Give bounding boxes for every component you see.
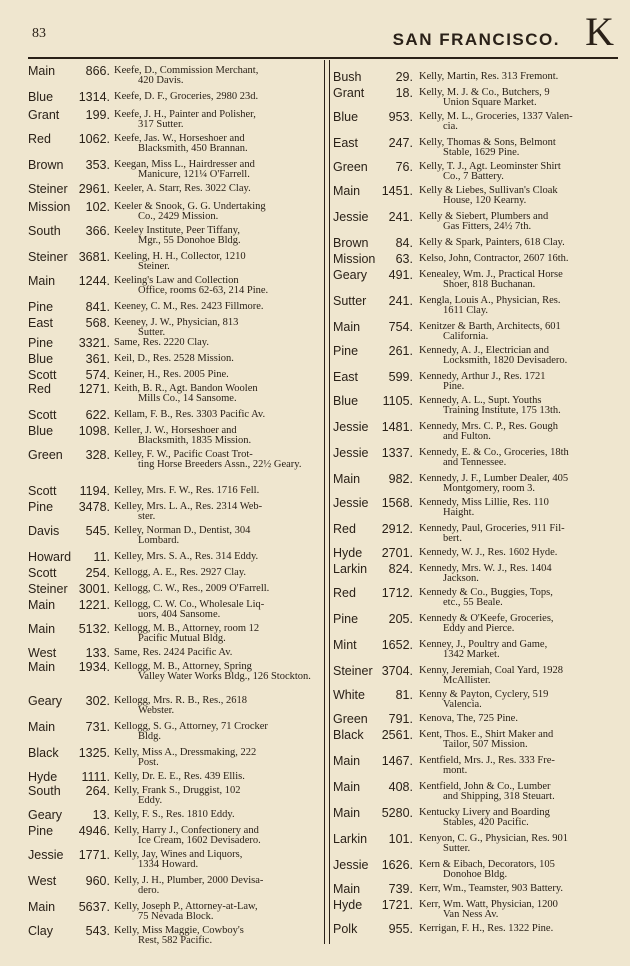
phone-number: 5280. <box>381 806 413 820</box>
listing-text: Kelly & Siebert, Plumbers and <box>419 211 549 222</box>
exchange-name: Main <box>333 472 361 486</box>
phone-number: 5132. <box>78 622 110 636</box>
phone-number: 574. <box>85 368 110 382</box>
listing-continuation: Rest, 582 Pacific. <box>138 935 213 946</box>
listing-text: Kennedy, Mrs. W. J., Res. 1404 <box>419 563 552 574</box>
exchange-name: Main <box>28 598 56 612</box>
listing-text: Kelley, Mrs. S. A., Res. 314 Eddy. <box>114 551 259 562</box>
listing-text: Keegan, Miss L., Hairdresser and <box>114 159 255 170</box>
exchange-name: Mission <box>333 252 376 266</box>
phone-number: 568. <box>85 316 110 330</box>
listing-text: Kelly, Miss A., Dressmaking, 222 <box>114 747 257 758</box>
exchange-name: Green <box>333 712 368 726</box>
listing-continuation: Pine. <box>443 381 465 392</box>
phone-number: 1314. <box>78 90 110 104</box>
listing-text: Keeling, H. H., Collector, 1210 <box>114 251 246 262</box>
listing-text: Kenny & Payton, Cyclery, 519 <box>419 689 549 700</box>
exchange-name: Pine <box>28 500 54 514</box>
exchange-name: Hyde <box>28 770 58 784</box>
exchange-name: Brown <box>333 236 369 250</box>
phone-number: 5637. <box>78 900 110 914</box>
header-rule <box>28 57 618 59</box>
listing-continuation: Training Institute, 175 13th. <box>443 405 561 416</box>
exchange-name: Polk <box>333 922 358 936</box>
listing-continuation: 1334 Howard. <box>138 859 199 870</box>
exchange-name: Geary <box>28 808 63 822</box>
listing-text: Kelly, M. L., Groceries, 1337 Valen- <box>419 111 573 122</box>
listing-continuation: Co., 2429 Mission. <box>138 211 219 222</box>
listing-continuation: Sutter. <box>138 327 166 338</box>
phone-number: 101. <box>388 832 413 846</box>
listing-text: Kennedy, Arthur J., Res. 1721 <box>419 371 546 382</box>
exchange-name: Larkin <box>333 562 368 576</box>
listing-text: Kelly, M. J. & Co., Butchers, 9 <box>419 87 550 98</box>
listing-text: Kennedy, Paul, Groceries, 911 Fil- <box>419 523 565 534</box>
listing-continuation: Office, rooms 62-63, 214 Pine. <box>138 285 269 296</box>
listing-continuation: Sutter. <box>443 843 471 854</box>
phone-number: 1105. <box>382 394 413 408</box>
phone-number: 241. <box>388 210 413 224</box>
phone-number: 1568. <box>381 496 413 510</box>
exchange-name: Main <box>28 900 56 914</box>
listing-continuation: ster. <box>138 511 156 522</box>
exchange-name: Main <box>333 754 361 768</box>
phone-number: 3478. <box>78 500 110 514</box>
phone-number: 3681. <box>78 250 110 264</box>
phone-number: 599. <box>388 370 413 384</box>
listing-text: Keeler, A. Starr, Res. 3022 Clay. <box>114 183 251 194</box>
exchange-name: Blue <box>333 110 359 124</box>
listing-text: Keeley Institute, Peer Tiffany, <box>114 225 240 236</box>
listing-text: Kelley, Norman D., Dentist, 304 <box>114 525 251 536</box>
phone-number: 841. <box>85 300 110 314</box>
phone-number: 366. <box>85 224 110 238</box>
exchange-name: Red <box>28 382 51 396</box>
listing-text: Kelly, Jay, Wines and Liquors, <box>114 849 243 860</box>
listing-continuation: 75 Nevada Block. <box>138 911 214 922</box>
exchange-name: Blue <box>28 352 54 366</box>
listing-continuation: cia. <box>443 121 458 132</box>
listing-text: Kenealey, Wm. J., Practical Horse <box>419 269 563 280</box>
phone-number: 353. <box>85 158 110 172</box>
listing-continuation: Co., 7 Battery. <box>443 171 504 182</box>
exchange-name: Mint <box>333 638 357 652</box>
listing-text: Kengla, Louis A., Physician, Res. <box>419 295 561 306</box>
exchange-name: East <box>333 370 359 384</box>
exchange-name: Steiner <box>28 250 68 264</box>
phone-number: 241. <box>388 294 413 308</box>
phone-number: 328. <box>85 448 110 462</box>
phone-number: 133. <box>85 646 110 660</box>
listing-text: Kennedy, A. J., Electrician and <box>419 345 549 356</box>
listing-text: Same, Res. 2424 Pacific Av. <box>114 647 233 658</box>
phone-number: 731. <box>85 720 110 734</box>
listing-text: Kelley, F. W., Pacific Coast Trot- <box>114 449 253 460</box>
listing-text: Kelly, Harry J., Confectionery and <box>114 825 259 836</box>
exchange-name: Scott <box>28 566 57 580</box>
exchange-name: South <box>28 784 61 798</box>
listing-continuation: and Shipping, 318 Steuart. <box>443 791 555 802</box>
phone-number: 739. <box>388 882 413 896</box>
listing-text: Kentfield, Mrs. J., Res. 333 Fre- <box>419 755 555 766</box>
listing-text: Keil, D., Res. 2528 Mission. <box>114 353 234 364</box>
phone-number: 302. <box>85 694 110 708</box>
listing-text: Kern & Eibach, Decorators, 105 <box>419 859 555 870</box>
phone-number: 13. <box>92 808 110 822</box>
listing-continuation: bert. <box>443 533 462 544</box>
exchange-name: Pine <box>28 824 54 838</box>
phone-number: 3001. <box>78 582 110 596</box>
listing-text: Kelly & Liebes, Sullivan's Cloak <box>419 185 558 196</box>
exchange-name: Main <box>333 320 361 334</box>
listing-continuation: Locksmith, 1820 Devisadero. <box>443 355 568 366</box>
phone-number: 1451. <box>381 184 413 198</box>
listing-text: Kennedy, Miss Lillie, Res. 110 <box>419 497 549 508</box>
listing-text: Keefe, J. H., Painter and Polisher, <box>114 109 256 120</box>
phone-number: 754. <box>388 320 413 334</box>
phone-number: 2961. <box>78 182 110 196</box>
listing-text: Keith, B. R., Agt. Bandon Woolen <box>114 383 258 394</box>
listing-continuation: and Tennessee. <box>443 457 507 468</box>
listing-text: Kenny, Jeremiah, Coal Yard, 1928 <box>419 665 563 676</box>
phone-number: 1062. <box>78 132 110 146</box>
exchange-name: Hyde <box>333 546 363 560</box>
exchange-name: Pine <box>333 344 359 358</box>
listing-text: Kellogg, M. B., Attorney, Spring <box>114 661 252 672</box>
listing-continuation: 317 Sutter. <box>138 119 184 130</box>
exchange-name: Mission <box>28 200 71 214</box>
listing-continuation: Eddy and Pierce. <box>443 623 515 634</box>
phone-number: 1712. <box>381 586 413 600</box>
listing-text: Kelly, Frank S., Druggist, 102 <box>114 785 241 796</box>
exchange-name: Hyde <box>333 898 363 912</box>
listing-continuation: Haight. <box>443 507 475 518</box>
exchange-name: Jessie <box>333 420 369 434</box>
phone-number: 11. <box>93 550 110 564</box>
listing-text: Keeney, J. W., Physician, 813 <box>114 317 239 328</box>
listing-continuation: Post. <box>138 757 159 768</box>
exchange-name: Blue <box>28 424 54 438</box>
listing-text: Kenitzer & Barth, Architects, 601 <box>419 321 561 332</box>
exchange-name: Main <box>333 184 361 198</box>
listing-continuation: Jackson. <box>443 573 479 584</box>
listing-continuation: Manicure, 121¼ O'Farrell. <box>138 169 250 180</box>
listing-text: Kerr, Wm., Teamster, 903 Battery. <box>419 883 564 894</box>
exchange-name: Clay <box>28 924 54 938</box>
listing-text: Kenova, The, 725 Pine. <box>419 713 518 724</box>
listing-continuation: California. <box>443 331 489 342</box>
phone-number: 4946. <box>78 824 110 838</box>
listing-text: Kennedy, Mrs. C. P., Res. Gough <box>419 421 559 432</box>
phone-number: 2561. <box>381 728 413 742</box>
listing-continuation: Pacific Mutual Bldg. <box>138 633 226 644</box>
phone-number: 63. <box>395 252 413 266</box>
exchange-name: Grant <box>28 108 60 122</box>
listing-continuation: dero. <box>138 885 160 896</box>
phone-number: 199. <box>85 108 110 122</box>
exchange-name: Red <box>28 132 51 146</box>
exchange-name: Main <box>333 806 361 820</box>
listing-text: Kennedy, A. L., Supt. Youths <box>419 395 542 406</box>
listing-continuation: Webster. <box>138 705 175 716</box>
phone-number: 1467. <box>381 754 413 768</box>
exchange-name: Howard <box>28 550 72 564</box>
listing-text: Kellogg, M. B., Attorney, room 12 <box>114 623 260 634</box>
listing-continuation: Donohoe Bldg. <box>443 869 508 880</box>
listing-text: Same, Res. 2220 Clay. <box>114 337 209 348</box>
phone-number: 2912. <box>381 522 413 536</box>
listing-continuation: Gas Fitters, 24½ 7th. <box>443 221 532 232</box>
phone-number: 1098. <box>78 424 110 438</box>
listing-text: Keller, J. W., Horseshoer and <box>114 425 237 436</box>
phone-number: 1934. <box>78 660 110 674</box>
exchange-name: Brown <box>28 158 64 172</box>
listing-text: Kelly, J. H., Plumber, 2000 Devisa- <box>114 875 264 886</box>
phone-number: 545. <box>85 524 110 538</box>
exchange-name: Pine <box>333 612 359 626</box>
exchange-name: Red <box>333 586 356 600</box>
listing-text: Kenyon, C. G., Physician, Res. 901 <box>419 833 569 844</box>
listing-text: Kent, Thos. E., Shirt Maker and <box>419 729 554 740</box>
listing-text: Keiner, H., Res. 2005 Pine. <box>114 369 229 380</box>
exchange-name: Red <box>333 522 356 536</box>
listing-continuation: Union Square Market. <box>443 97 537 108</box>
exchange-name: Main <box>28 274 56 288</box>
exchange-name: Scott <box>28 408 57 422</box>
listing-text: Kelly, Thomas & Sons, Belmont <box>419 137 556 148</box>
exchange-name: Main <box>28 720 56 734</box>
exchange-name: Jessie <box>333 446 369 460</box>
exchange-name: Scott <box>28 484 57 498</box>
listing-text: Kennedy & Co., Buggies, Tops, <box>419 587 553 598</box>
exchange-name: Main <box>28 64 56 78</box>
exchange-name: West <box>28 646 57 660</box>
listing-text: Kentucky Livery and Boarding <box>419 807 550 818</box>
exchange-name: Davis <box>28 524 60 538</box>
phone-number: 264. <box>85 784 110 798</box>
listing-continuation: Ice Cream, 1602 Devisadero. <box>138 835 261 846</box>
listing-text: Kelley, Mrs. L. A., Res. 2314 Web- <box>114 501 263 512</box>
exchange-name: Main <box>28 622 56 636</box>
header-letter: K <box>585 9 614 54</box>
exchange-name: Grant <box>333 86 365 100</box>
exchange-name: Larkin <box>333 832 368 846</box>
listing-continuation: Blacksmith, 450 Brannan. <box>138 143 248 154</box>
phone-number: 84. <box>395 236 413 250</box>
phone-number: 622. <box>85 408 110 422</box>
listing-text: Keefe, Jas. W., Horseshoer and <box>114 133 245 144</box>
exchange-name: Main <box>333 780 361 794</box>
exchange-name: Bush <box>333 70 362 84</box>
phone-number: 491. <box>388 268 413 282</box>
phone-number: 1221. <box>78 598 110 612</box>
exchange-name: East <box>28 316 54 330</box>
exchange-name: Jessie <box>333 858 369 872</box>
phone-number: 2701. <box>381 546 413 560</box>
phone-number: 1194. <box>79 484 110 498</box>
listing-continuation: Valley Water Works Bldg., 126 Stockton. <box>138 671 311 682</box>
listing-continuation: Steiner. <box>138 261 170 272</box>
listing-continuation: House, 120 Kearny. <box>443 195 527 206</box>
listing-text: Kellogg, C. W. Co., Wholesale Liq- <box>114 599 265 610</box>
exchange-name: East <box>333 136 359 150</box>
exchange-name: Steiner <box>28 582 68 596</box>
phone-number: 1652. <box>381 638 413 652</box>
listing-text: Kellogg, Mrs. R. B., Res., 2618 <box>114 695 248 706</box>
listing-text: Kelly, Miss Maggie, Cowboy's <box>114 925 244 936</box>
listing-continuation: Blacksmith, 1835 Mission. <box>138 435 252 446</box>
phone-number: 1481. <box>381 420 413 434</box>
exchange-name: Steiner <box>28 182 68 196</box>
listing-text: Kerrigan, F. H., Res. 1322 Pine. <box>419 923 554 934</box>
listing-text: Kelley, Mrs. F. W., Res. 1716 Fell. <box>114 485 260 496</box>
phone-number: 543. <box>85 924 110 938</box>
exchange-name: Pine <box>28 336 54 350</box>
phone-number: 960. <box>85 874 110 888</box>
listing-text: Kelly, Martin, Res. 313 Fremont. <box>419 71 559 82</box>
phone-number: 81. <box>395 688 413 702</box>
phone-number: 791. <box>388 712 413 726</box>
listing-continuation: Mgr., 55 Donohoe Bldg. <box>138 235 241 246</box>
exchange-name: Green <box>333 160 368 174</box>
phone-number: 1721. <box>381 898 413 912</box>
phone-number: 1111. <box>81 770 110 784</box>
listing-text: Keeney, C. M., Res. 2423 Fillmore. <box>114 301 264 312</box>
listing-continuation: Van Ness Av. <box>443 909 499 920</box>
listing-continuation: Bldg. <box>138 731 162 742</box>
phone-number: 29. <box>395 70 413 84</box>
phone-number: 982. <box>388 472 413 486</box>
listing-continuation: Shoer, 818 Buchanan. <box>443 279 536 290</box>
listing-text: Kelly, T. J., Agt. Leominster Shirt <box>419 161 561 172</box>
exchange-name: White <box>333 688 365 702</box>
listing-continuation: Tailor, 507 Mission. <box>443 739 528 750</box>
listing-text: Kennedy, J. F., Lumber Dealer, 405 <box>419 473 569 484</box>
column-divider <box>324 60 330 944</box>
listing-continuation: 420 Davis. <box>138 75 184 86</box>
phone-number: 1771. <box>78 848 110 862</box>
phone-number: 408. <box>388 780 413 794</box>
listing-text: Keefe, D. F., Groceries, 2980 23d. <box>114 91 259 102</box>
phone-number: 824. <box>388 562 413 576</box>
phone-number: 1271. <box>78 382 110 396</box>
phone-number: 953. <box>388 110 413 124</box>
phone-number: 3321. <box>78 336 110 350</box>
listing-continuation: 1611 Clay. <box>443 305 489 316</box>
exchange-name: Green <box>28 448 63 462</box>
exchange-name: Blue <box>28 90 54 104</box>
listing-text: Kennedy & O'Keefe, Groceries, <box>419 613 554 624</box>
phone-number: 76. <box>395 160 413 174</box>
page-number: 83 <box>32 26 46 41</box>
listing-text: Kellam, F. B., Res. 3303 Pacific Av. <box>114 409 266 420</box>
exchange-name: Main <box>28 660 56 674</box>
exchange-name: Geary <box>333 268 368 282</box>
exchange-name: Steiner <box>333 664 373 678</box>
listing-continuation: Mills Co., 14 Sansome. <box>138 393 237 404</box>
exchange-name: Jessie <box>28 848 64 862</box>
listing-text: Kelly, Dr. E. E., Res. 439 Ellis. <box>114 771 245 782</box>
listing-continuation: Montgomery, room 3. <box>443 483 536 494</box>
listing-continuation: Stable, 1629 Pine. <box>443 147 520 158</box>
listing-continuation: McAllister. <box>443 675 491 686</box>
exchange-name: Geary <box>28 694 63 708</box>
phone-number: 205. <box>388 612 413 626</box>
phone-number: 3704. <box>381 664 413 678</box>
listing-continuation: Eddy. <box>138 795 163 806</box>
exchange-name: Jessie <box>333 496 369 510</box>
phone-number: 247. <box>388 136 413 150</box>
listing-text: Kelso, John, Contractor, 2607 16th. <box>419 253 569 264</box>
listing-text: Kentfield, John & Co., Lumber <box>419 781 551 792</box>
listing-text: Kelly, F. S., Res. 1810 Eddy. <box>114 809 235 820</box>
listing-text: Kellogg, A. E., Res. 2927 Clay. <box>114 567 247 578</box>
listing-text: Kerr, Wm. Watt, Physician, 1200 <box>419 899 558 910</box>
listing-text: Kennedy, E. & Co., Groceries, 18th <box>419 447 569 458</box>
phone-number: 261. <box>388 344 413 358</box>
listing-continuation: ting Horse Breeders Assn., 22½ Geary. <box>138 459 302 470</box>
listing-text: Keefe, D., Commission Merchant, <box>114 65 259 76</box>
listing-text: Kelly & Spark, Painters, 618 Clay. <box>419 237 565 248</box>
exchange-name: Sutter <box>333 294 367 308</box>
phone-number: 1325. <box>78 746 110 760</box>
header-city: SAN FRANCISCO. <box>392 30 560 49</box>
phone-number: 1244. <box>78 274 110 288</box>
listing-text: Kenney, J., Poultry and Game, <box>419 639 548 650</box>
exchange-name: Scott <box>28 368 57 382</box>
listing-continuation: uors, 404 Sansome. <box>138 609 221 620</box>
phone-number: 254. <box>85 566 110 580</box>
listing-continuation: etc., 55 Beale. <box>443 597 503 608</box>
listing-text: Kennedy, W. J., Res. 1602 Hyde. <box>419 547 558 558</box>
phone-number: 102. <box>85 200 110 214</box>
phone-number: 955. <box>388 922 413 936</box>
exchange-name: Main <box>333 882 361 896</box>
listing-text: Keeler & Snook, G. G. Undertaking <box>114 201 266 212</box>
listing-text: Keeling's Law and Collection <box>114 275 239 286</box>
listing-text: Kellogg, S. G., Attorney, 71 Crocker <box>114 721 268 732</box>
listing-text: Kellogg, C. W., Res., 2009 O'Farrell. <box>114 583 270 594</box>
exchange-name: Jessie <box>333 210 369 224</box>
phone-number: 866. <box>85 64 110 78</box>
listing-continuation: and Fulton. <box>443 431 491 442</box>
listing-continuation: 1342 Market. <box>443 649 500 660</box>
listing-continuation: Lombard. <box>138 535 180 546</box>
phone-number: 1337. <box>381 446 413 460</box>
exchange-name: Black <box>333 728 364 742</box>
listing-continuation: Stables, 420 Pacific. <box>443 817 529 828</box>
exchange-name: Black <box>28 746 59 760</box>
exchange-name: Blue <box>333 394 359 408</box>
exchange-name: Pine <box>28 300 54 314</box>
phone-number: 1626. <box>381 858 413 872</box>
phone-number: 361. <box>85 352 110 366</box>
exchange-name: South <box>28 224 61 238</box>
phone-number: 18. <box>395 86 413 100</box>
listing-continuation: Valencia. <box>443 699 482 710</box>
listing-text: Kelly, Joseph P., Attorney-at-Law, <box>114 901 258 912</box>
exchange-name: West <box>28 874 57 888</box>
listing-continuation: mont. <box>443 765 468 776</box>
